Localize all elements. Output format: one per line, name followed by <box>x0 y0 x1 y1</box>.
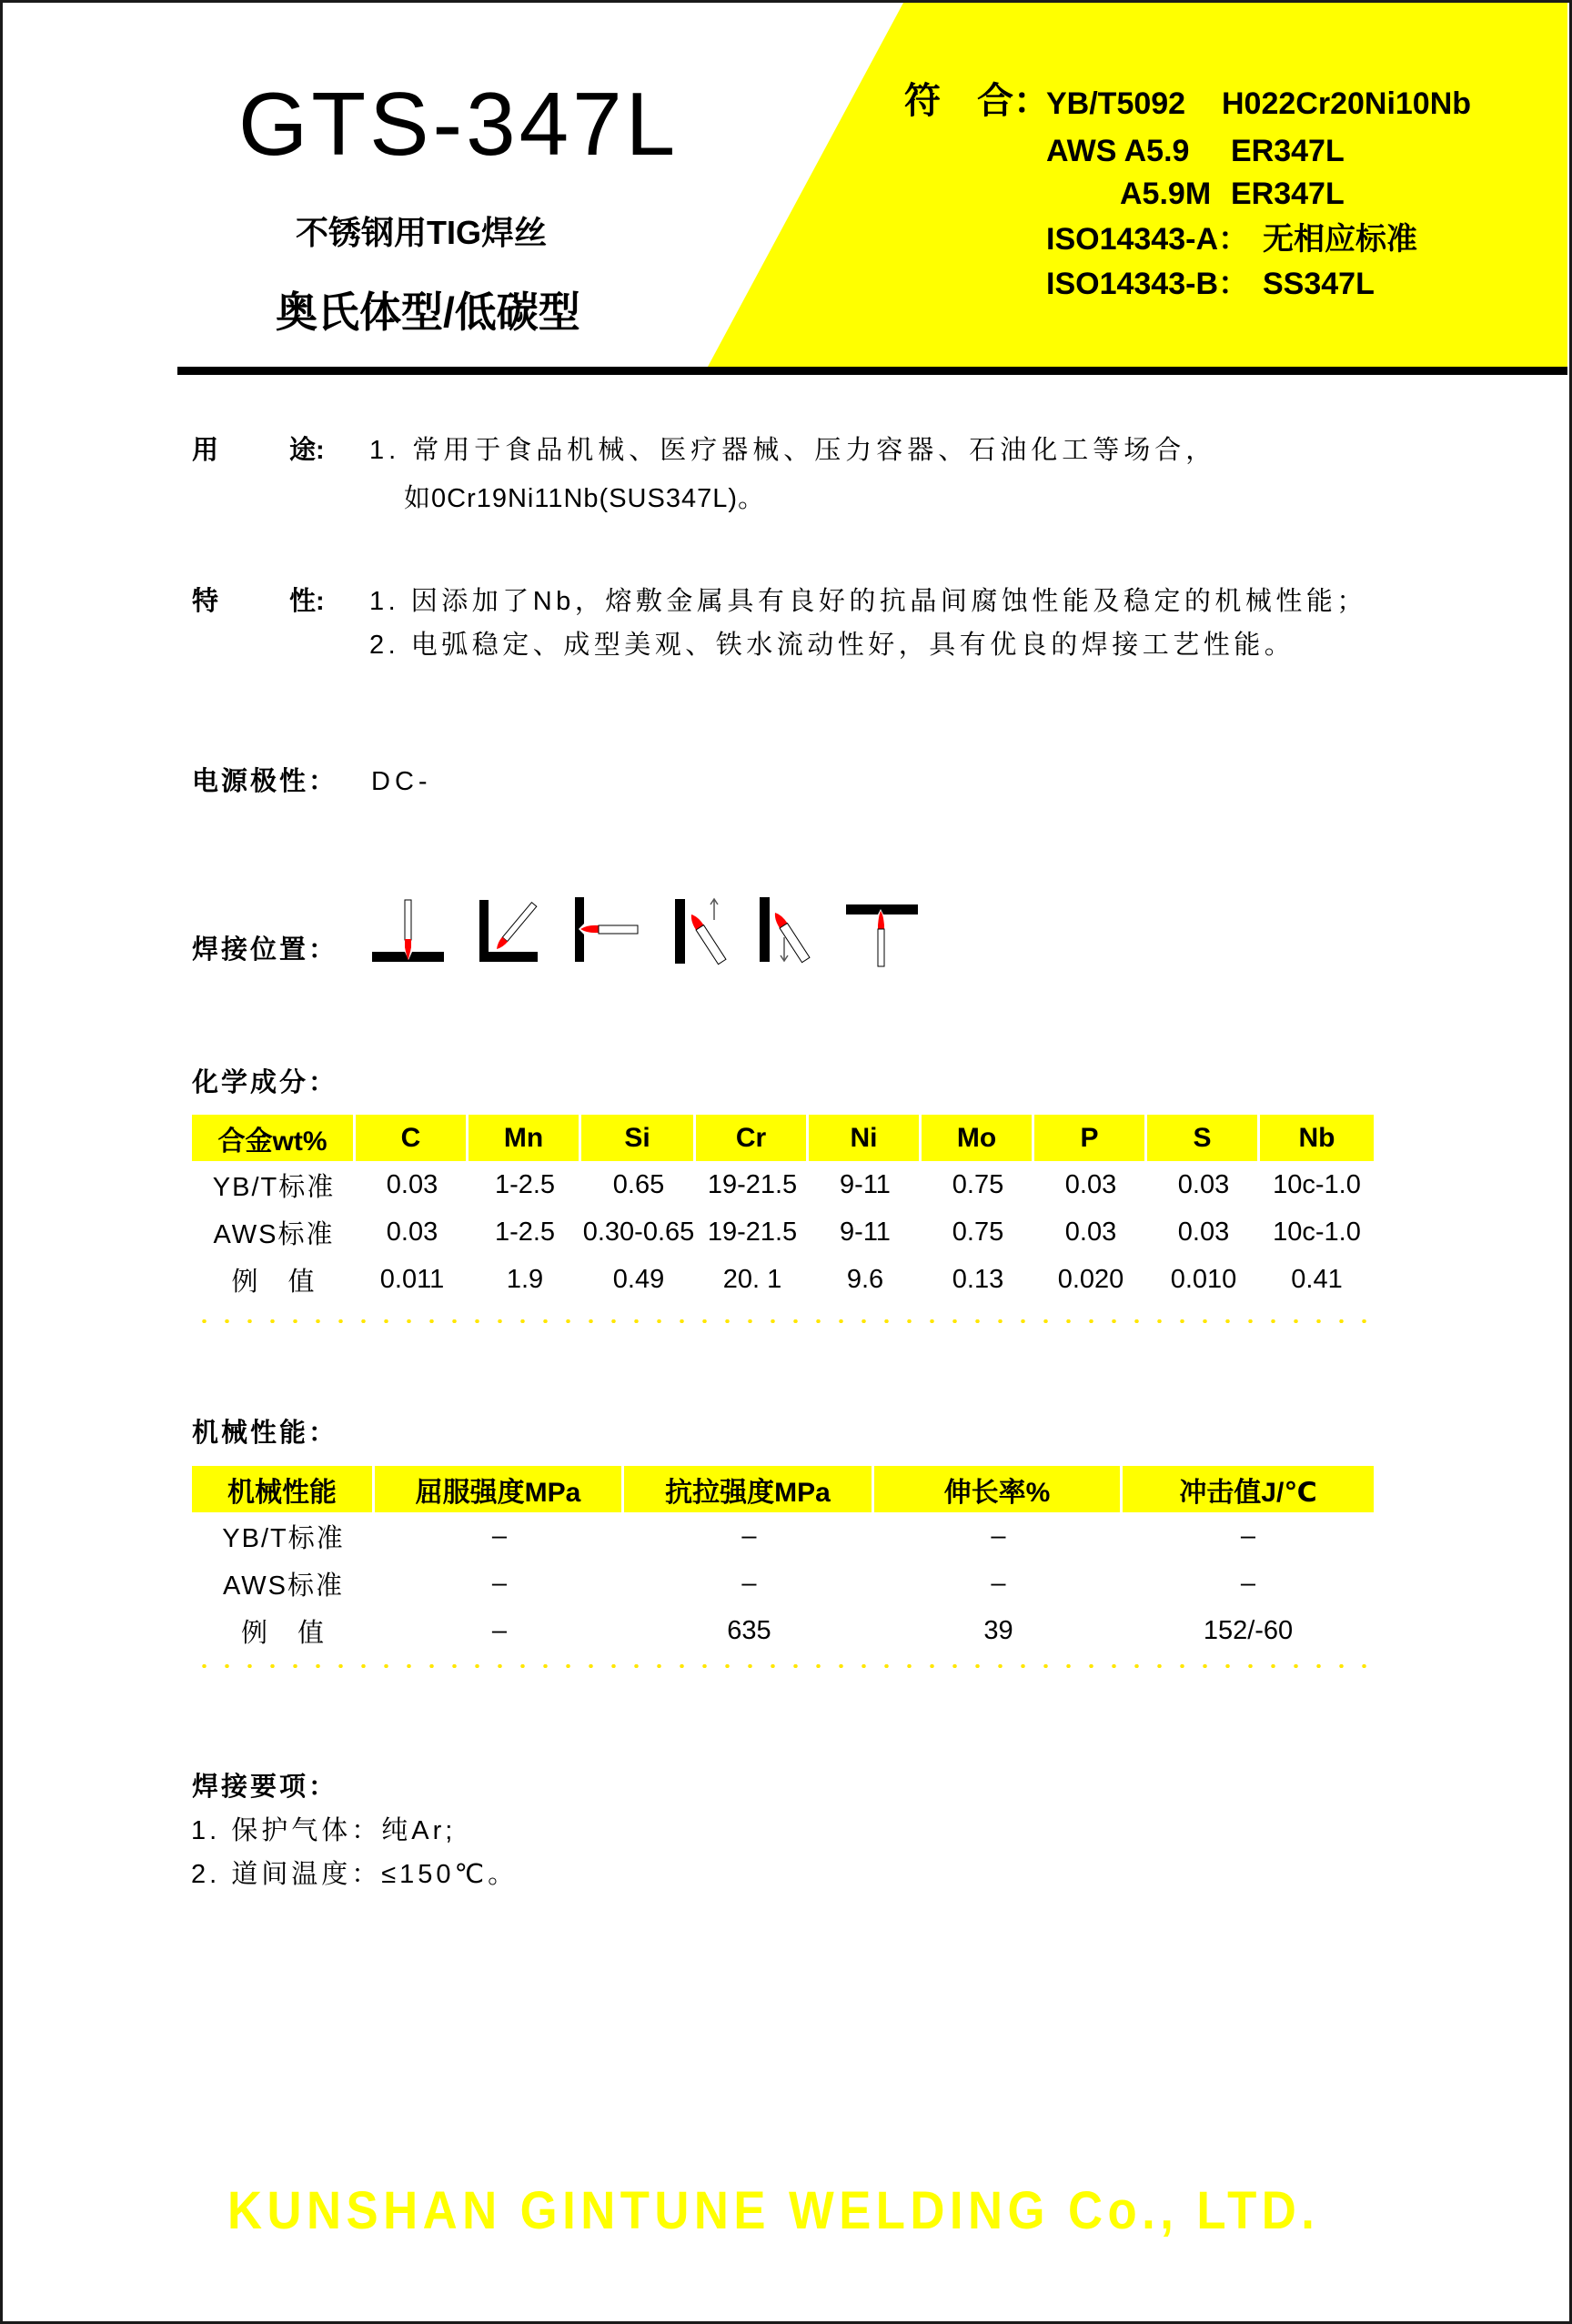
table-cell: 635 <box>727 1615 771 1645</box>
row-label: YB/T标准 <box>222 1523 345 1553</box>
table-cell: 0.65 <box>612 1169 665 1199</box>
standard-name: AWS A5.9 <box>1046 134 1190 168</box>
standard-grade: ER347L <box>1231 177 1345 211</box>
table-cell: 1.9 <box>506 1264 544 1294</box>
table-cell: – <box>491 1521 508 1551</box>
dotted-separator <box>193 1319 1366 1323</box>
table-cell: 0.03 <box>386 1169 438 1199</box>
note-item: 2. 道间温度：≤150℃。 <box>191 1860 519 1889</box>
table-cell: 19-21.5 <box>707 1169 798 1199</box>
table-cell: 20. 1 <box>722 1264 782 1294</box>
column-header: 机械性能 <box>192 1466 375 1512</box>
standards-label: 符 合： <box>904 81 1050 121</box>
column-header: Nb <box>1260 1115 1374 1161</box>
table-cell: – <box>1240 1568 1256 1598</box>
table-row <box>192 1560 1374 1607</box>
table-cell: 0.03 <box>1064 1169 1117 1199</box>
usage-label-2: 途: <box>289 436 325 465</box>
standard-name: A5.9M <box>1120 177 1212 211</box>
table-cell: 9.6 <box>846 1264 884 1294</box>
standard-grade: H022Cr20Ni10Nb <box>1222 86 1472 121</box>
table-row <box>192 1512 1374 1560</box>
table-cell: 0.010 <box>1170 1264 1237 1294</box>
column-header: C <box>356 1115 469 1161</box>
product-type: 奥氏体型/低碳型 <box>276 288 580 336</box>
column-header: Mn <box>469 1115 581 1161</box>
overhead-position-icon <box>846 904 918 966</box>
standard-grade: ER347L <box>1231 134 1345 168</box>
dotted-separator <box>193 1664 1366 1668</box>
mechanical-label: 机械性能： <box>192 1419 338 1448</box>
table-cell: 10c-1.0 <box>1273 1217 1361 1247</box>
table-cell: 0.13 <box>952 1264 1004 1294</box>
company-name: KUNSHAN GINTUNE WELDING Co., LTD. <box>227 2181 1320 2240</box>
chemistry-table <box>192 1115 1374 1303</box>
column-header: 屈服强度MPa <box>375 1466 624 1512</box>
table-cell: 9-11 <box>840 1217 891 1247</box>
table-row <box>192 1208 1374 1256</box>
standard-grade: SS347L <box>1263 267 1375 301</box>
column-header: Mo <box>922 1115 1034 1161</box>
table-cell: 1-2.5 <box>494 1217 556 1247</box>
row-label: AWS标准 <box>213 1219 335 1249</box>
features-line: 1. 因添加了Nb，熔敷金属具有良好的抗晶间腐蚀性能及稳定的机械性能； <box>369 587 1367 616</box>
table-cell: – <box>491 1615 508 1645</box>
product-subtitle: 不锈钢用TIG焊丝 <box>296 214 547 251</box>
column-header: 抗拉强度MPa <box>624 1466 874 1512</box>
table-cell: 1-2.5 <box>494 1169 556 1199</box>
polarity-label: 电源极性： <box>192 767 338 796</box>
note-item: 1. 保护气体：纯Ar; <box>191 1816 457 1845</box>
positions-label: 焊接位置： <box>192 935 338 965</box>
table-header-row <box>192 1466 1374 1512</box>
column-header: 冲击值J/℃ <box>1123 1466 1374 1512</box>
table-row <box>192 1607 1374 1654</box>
horizontal-position-icon <box>575 897 638 962</box>
row-label: AWS标准 <box>223 1571 344 1601</box>
table-header-row <box>192 1115 1374 1161</box>
table-cell: 0.03 <box>386 1217 438 1247</box>
table-cell: 9-11 <box>840 1169 891 1199</box>
standard-name: YB/T5092 <box>1046 86 1186 121</box>
column-header: P <box>1034 1115 1147 1161</box>
table-cell: 0.020 <box>1057 1264 1124 1294</box>
table-cell: – <box>741 1521 757 1551</box>
table-cell: – <box>991 1568 1006 1598</box>
column-header: S <box>1147 1115 1260 1161</box>
flat-position-icon <box>372 900 444 962</box>
table-cell: – <box>1240 1521 1256 1551</box>
table-cell: 0.03 <box>1177 1169 1230 1199</box>
usage-line: 如0Cr19Ni11Nb(SUS347L)。 <box>404 484 766 513</box>
table-row <box>192 1161 1374 1208</box>
table-cell: 39 <box>983 1615 1013 1645</box>
table-cell: 19-21.5 <box>707 1217 798 1247</box>
standard-grade: 无相应标准 <box>1263 222 1417 257</box>
row-label: YB/T标准 <box>212 1172 336 1202</box>
polarity-value: DC- <box>371 767 432 796</box>
table-cell: 0.03 <box>1177 1217 1230 1247</box>
column-header: Si <box>581 1115 696 1161</box>
welding-positions <box>364 887 928 974</box>
table-cell: 0.49 <box>612 1264 665 1294</box>
vertical-up-icon <box>675 899 726 965</box>
column-header: Ni <box>809 1115 922 1161</box>
product-title: GTS-347L <box>238 74 680 174</box>
usage-line: 1. 常用于食品机械、医疗器械、压力容器、石油化工等场合， <box>369 436 1217 465</box>
row-label: 例 值 <box>240 1618 326 1648</box>
table-cell: 0.011 <box>379 1264 445 1294</box>
table-row <box>192 1256 1374 1303</box>
table-cell: 10c-1.0 <box>1273 1169 1361 1199</box>
table-cell: 0.75 <box>952 1217 1004 1247</box>
table-cell: – <box>491 1568 508 1598</box>
table-cell: – <box>741 1568 757 1598</box>
features-label: 特 <box>192 587 219 616</box>
column-header: Cr <box>696 1115 809 1161</box>
column-header: 伸长率% <box>874 1466 1123 1512</box>
table-cell: – <box>991 1521 1006 1551</box>
row-label: 例 值 <box>231 1267 317 1297</box>
table-cell: 0.75 <box>952 1169 1004 1199</box>
standard-name: ISO14343-B： <box>1046 267 1249 301</box>
usage-label: 用 <box>192 436 219 465</box>
table-cell: 152/-60 <box>1203 1615 1294 1645</box>
column-header: 合金wt% <box>192 1115 356 1161</box>
mechanical-table <box>192 1466 1374 1654</box>
features-label-2: 性: <box>289 587 325 616</box>
vertical-down-icon <box>760 897 810 963</box>
standard-name: ISO14343-A： <box>1046 222 1249 257</box>
horizontal-fillet-icon <box>479 900 538 962</box>
chemistry-label: 化学成分： <box>192 1068 338 1097</box>
table-cell: 0.03 <box>1064 1217 1117 1247</box>
table-cell: 0.41 <box>1291 1264 1343 1294</box>
header-divider <box>177 367 1567 375</box>
notes-label: 焊接要项： <box>192 1773 338 1802</box>
table-cell: 0.30-0.65 <box>582 1217 695 1247</box>
features-line: 2. 电弧稳定、成型美观、铁水流动性好，具有优良的焊接工艺性能。 <box>369 631 1295 660</box>
